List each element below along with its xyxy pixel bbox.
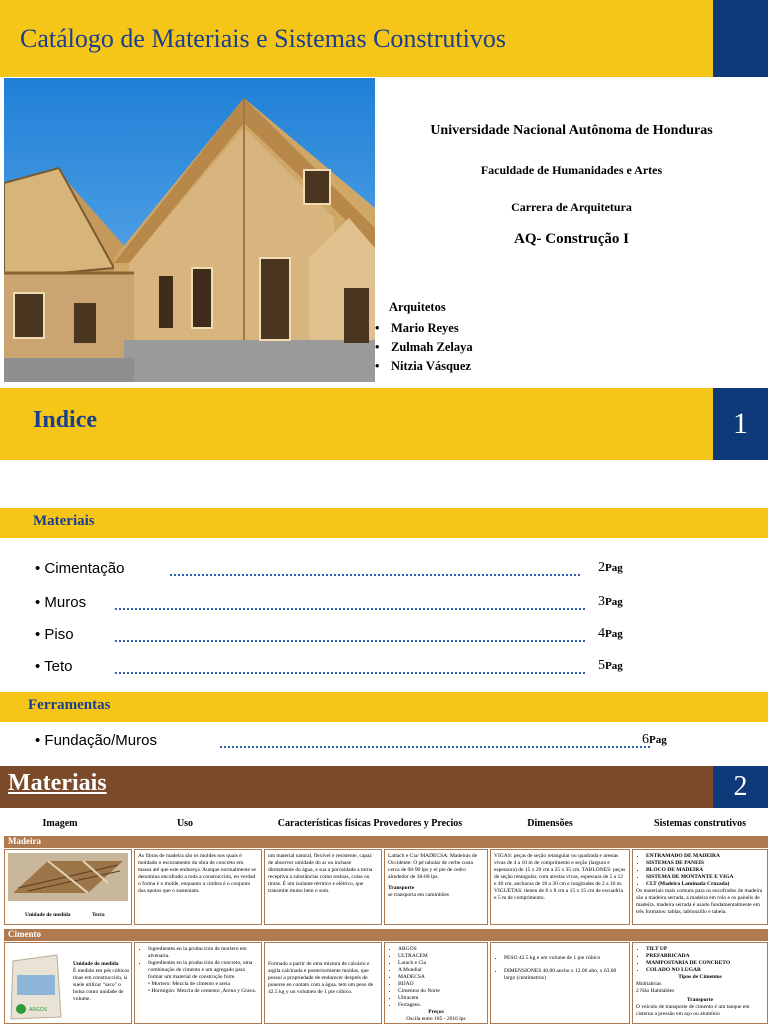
materials-page-title: Materiais <box>8 770 107 796</box>
toc-leader <box>115 608 585 610</box>
house-photo <box>4 78 375 382</box>
materials-page-header <box>0 766 713 808</box>
cimento-sistemas-cell: • TILT UP • PREFABRICADA • MAMPOSTARIA DE CONCRETO • COLADO NO LUGAR Tipos de Cimentos Multiabrias 2 Não Habitables Transporte O veículo de transporte de cimento é um tanque em cisterna a pressão em aço ou alumínio <box>632 942 768 1024</box>
title-accent-block <box>713 0 768 77</box>
madeira-sistemas-cell: • ENTRAMADO DE MADEIRA • SISTEMAS DE PANEIS • BLOCO DE MADEIRA • SISTEMA DE MONTANTE E VIGA • CLT (Madeira Laminada Cruzada) Os materiais mais comuns para os encofrados de madeira são a madeira serrada, a madeira em rolo e os painéis de madeira. madeira serrada é usado fundamentalmente em três formatos: tablas, tablonzillo e tabela. <box>632 849 768 925</box>
cimento-uso-cell: • Ingredientes en la producción de mortero em alvenaria. • Ingredientes en la producción de concreto, uma combinação de cimento e um agregado para formar um material de construção forte. • Mortero: Mezcla de cimento e areia • Hormigón: Mezcla de cemento ,Arena y Grava. <box>134 942 262 1024</box>
bag-brand-text: ARGOS <box>29 1007 48 1013</box>
materials-section-bar <box>0 508 768 538</box>
cover-info <box>375 78 768 382</box>
architects-list <box>375 300 768 374</box>
column-header: Imagem <box>42 818 78 829</box>
madeira-uso-cell: As fibras de madeira são os moldes nos quais é moldado o escoramento da obra de concreto em massa até que este endureça. Aunque normalmente se denomina encofrado a toda a construcción, en verdad o forma é o molde, enquanto a cimbra é o conjunto dos apoios que o sustentam. <box>134 849 262 925</box>
cement-bag-image <box>7 947 65 1021</box>
column-header: Sistemas construtivos <box>654 818 746 829</box>
architect-item: • Nitzia Vásquez <box>375 359 471 373</box>
madeira-caracteristicas-cell: um material natural, flexível e resistente, capaz de absorver umidade do ar ou inchase diretamente do água, e sua a porosidade a torna receptiva a substâncias como resinas, colas ou tintas. É um isolante térmico e elétrico, que transmite muito bem o som. <box>264 849 382 925</box>
madeira-provedores-cell: Lattach e Cia/ MADECSA: Madeiras de Occidente: O pé tabular de cerbe custa cerca de 08-90 lps y el pie de cedro alrededor de 36-60 lps. Transporte se transporta em caminhões <box>384 849 488 925</box>
career-name: Carrera de Arquitetura <box>511 200 632 214</box>
index-page-number: 1 <box>713 388 768 460</box>
tools-section-bar <box>0 692 768 722</box>
toc-item-piso[interactable]: • Piso 4Pag <box>35 626 623 643</box>
cimento-dimensoes-cell: • PESO 42.5 kg e um volume de 1 pie cúbico • DIMENSIONES 40.00 ancho x 12.00 alto, x 63.00 largo (centímetros) <box>490 942 630 1024</box>
university-name: Universidade Nacional Autônoma de Honduras <box>430 123 713 138</box>
toc-item-cimentacao[interactable]: • Cimentação 2Pag <box>35 560 623 577</box>
column-header: Características físicas Provedores y Precios <box>277 818 463 829</box>
course-name: AQ- Construção I <box>514 231 629 247</box>
materials-page-number: 2 <box>713 766 768 808</box>
page-title: Catálogo de Materiais e Sistemas Construtivos <box>20 24 506 53</box>
unit-caption-right: Tecta <box>92 912 105 918</box>
faculty-name: Faculdade de Humanidades e Artes <box>480 163 663 177</box>
architect-item: • Mario Reyes <box>375 321 459 335</box>
unit-caption: Unidade de medida <box>25 912 71 918</box>
index-header <box>0 388 713 460</box>
madeira-dimensoes-cell: VIGAS: peças de seção retangular ou quadrada e arestas vivas de 4 a 10 m de comprimento e seção (largura e espessura) de 15 x 20 cm a 25 x 35 cm. TABLONES: peças de seção retangular, com arestas vivas, espessura de 5 a 12 e 40 cm, anchuras de 18 a 30 cm e longitudes de 2 a 10 m. VIGUETAS: tienen de 8 x 8 cm a 15 x 15 cm de escuadría e 5 m de comprimento. <box>490 849 630 925</box>
architects-label: Arquitetos <box>389 300 446 314</box>
title-bar <box>0 0 713 77</box>
materials-section-label: Materiais <box>33 513 95 529</box>
cimento-caracteristicas-cell: Formado a partir de uma mistura de calcário e argila calcinada e posteriormente moídas, que possui a propriedade de endurecer després de ponerse en contato com a água. tem um peso de 42.5 kg y un volumen de 1 pie cúbico. <box>264 942 382 1024</box>
index-title: Indice <box>33 407 98 433</box>
toc-item-fundacao-muros[interactable]: • Fundação/Muros 6Pag <box>35 732 667 749</box>
architect-item: • Zulmah Zelaya <box>375 340 473 354</box>
toc-item-muros[interactable]: • Muros 3Pag <box>35 594 623 611</box>
cimento-provedores-cell: • ARGOS • ULTRACEM • Larach e Cia • A Mundial • MADECSA • BIJAO • Cimentos do Norte • Ultracem • Ferragens. Preços Oscila entre 185 - 2016 lps <box>384 942 488 1024</box>
tools-section-label: Ferramentas <box>28 697 111 713</box>
wood-formwork-image <box>8 853 128 901</box>
toc-leader <box>220 746 650 748</box>
column-header: Dimensões <box>527 818 573 829</box>
toc-item-teto[interactable]: • Teto 5Pag <box>35 658 623 675</box>
unit-caption: Unidade de medida <box>73 961 119 967</box>
column-header: Uso <box>176 818 194 829</box>
category-bar-madeira: Madeira <box>4 836 768 848</box>
madeira-image-cell <box>4 849 132 925</box>
cimento-image-cell: ARGOS Unidade de medida É medido em pés cúbicos tinas em construcción, si suele utilizar "saco" o bolsa como unidade de volume. <box>4 942 132 1024</box>
toc-leader <box>115 640 585 642</box>
toc-leader <box>115 672 585 674</box>
category-bar-cimento: Cimento <box>4 929 768 941</box>
toc-leader <box>170 574 580 576</box>
